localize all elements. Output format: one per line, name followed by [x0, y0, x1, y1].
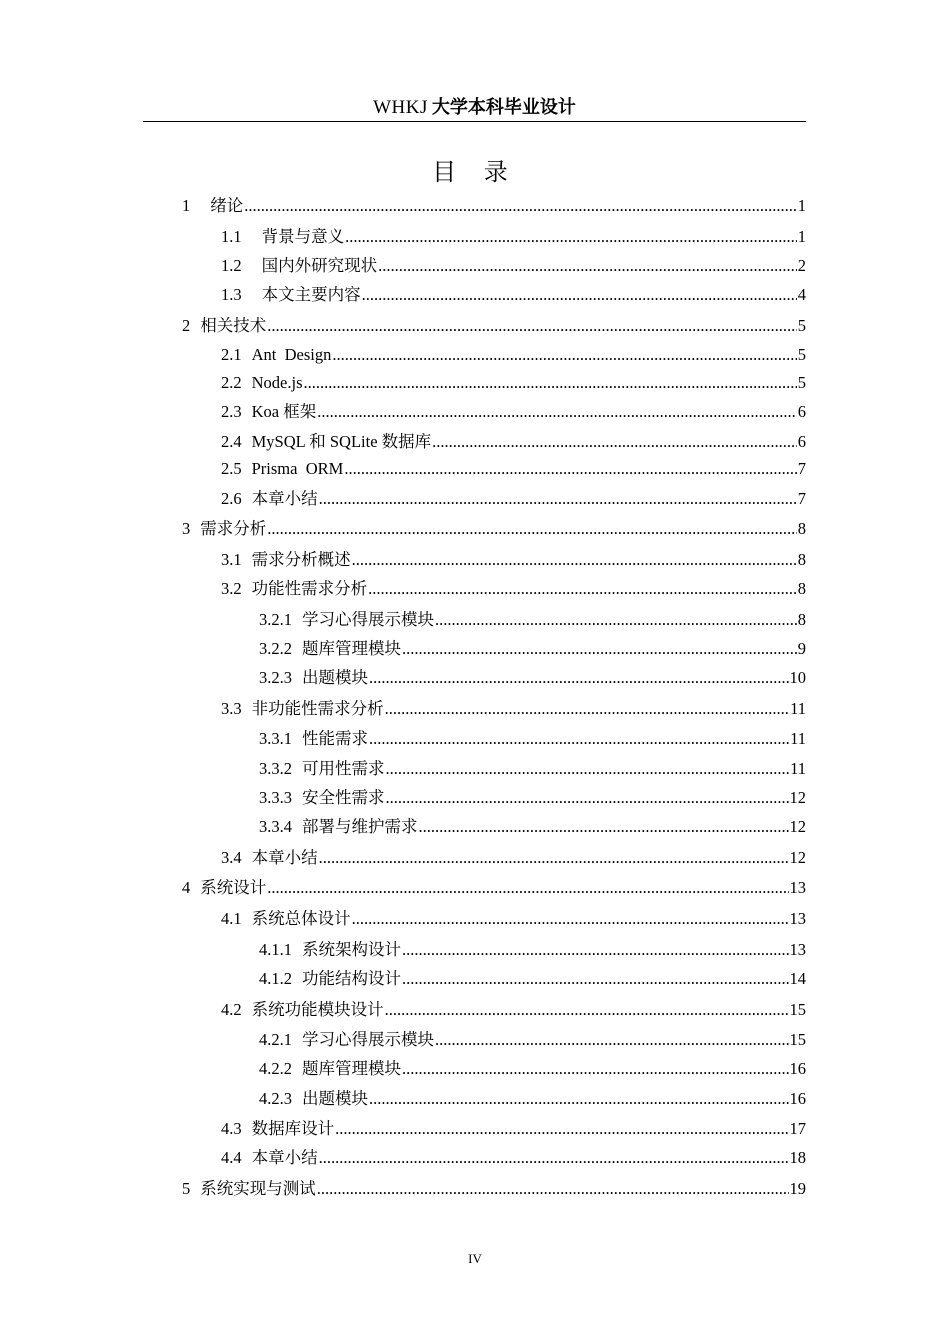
toc-entry-label: 数据库设计 [251, 1119, 335, 1138]
toc-leader-dots [319, 1147, 789, 1169]
toc-entry[interactable] [182, 518, 806, 540]
toc-entry[interactable] [259, 1029, 806, 1051]
toc-entry-number: 3.2.3 [259, 668, 292, 687]
toc-entry-number: 1.3 [221, 285, 242, 304]
toc-entry-number: 4.1.2 [259, 969, 292, 988]
toc-entry-number: 3.2.1 [259, 610, 292, 629]
toc-entry-label: 背景与意义 [261, 227, 345, 246]
toc-entry-label: 出题模块 [302, 668, 368, 687]
toc-entry-label: 系统设计 [200, 878, 267, 897]
toc-leader-dots [345, 226, 797, 248]
toc-leader-dots [385, 999, 789, 1021]
header-prefix: WHKJ [373, 97, 428, 118]
toc-entry-number: 2.6 [221, 489, 242, 508]
toc-entry-number: 3.4 [221, 848, 242, 867]
toc-entry[interactable] [259, 939, 806, 961]
toc-entry-page: 8 [797, 519, 806, 538]
toc-leader-dots [344, 458, 796, 480]
toc-entry-number: 4.2.3 [259, 1089, 292, 1108]
toc-title: 目 录 [432, 158, 518, 186]
toc-leader-dots [386, 787, 789, 809]
toc-entry-page: 19 [789, 1179, 806, 1198]
toc-entry[interactable] [259, 758, 806, 780]
toc-entry-number: 3 [182, 519, 191, 538]
toc-entry-page: 12 [789, 848, 806, 867]
toc-entry-number: 1 [182, 196, 191, 215]
toc-leader-dots [335, 1118, 788, 1140]
toc-entry-page: 2 [797, 256, 806, 275]
page-header [143, 93, 806, 122]
toc-entry-number: 3.2.2 [259, 639, 292, 658]
toc-entry[interactable] [221, 372, 806, 394]
toc-leader-dots [402, 1058, 789, 1080]
toc-entry[interactable] [221, 549, 806, 571]
toc-leader-dots [435, 1029, 789, 1051]
toc-entry-number: 3.3 [221, 699, 242, 718]
toc-entry[interactable] [221, 908, 806, 930]
toc-entry-page: 16 [789, 1059, 806, 1078]
toc-entry-number: 4.2.2 [259, 1059, 292, 1078]
toc-entry-page: 16 [789, 1089, 806, 1108]
toc-entry-page: 15 [789, 1030, 806, 1049]
toc-entry-page: 8 [797, 579, 806, 598]
toc-leader-dots [386, 758, 790, 780]
toc-leader-dots [304, 372, 797, 394]
toc-leader-dots [378, 255, 797, 277]
toc-entry-page: 12 [789, 817, 806, 836]
toc-entry-number: 4.1 [221, 909, 242, 928]
toc-entry-page: 9 [797, 639, 806, 658]
toc-entry-number: 4 [182, 878, 191, 897]
toc-entry-number: 3.3.4 [259, 817, 292, 836]
toc-entry[interactable] [259, 667, 806, 689]
toc-entry[interactable] [182, 315, 806, 337]
toc-entry[interactable] [221, 344, 806, 366]
toc-entry[interactable] [259, 816, 806, 838]
toc-entry-number: 3.3.3 [259, 788, 292, 807]
toc-entry-label: Prisma ORM [251, 459, 344, 478]
toc-entry-page: 11 [790, 759, 806, 778]
toc-leader-dots [369, 667, 789, 689]
toc-entry-label: 学习心得展示模块 [302, 610, 434, 629]
toc-entry[interactable] [221, 458, 806, 480]
toc-entry-number: 4.2 [221, 1000, 242, 1019]
toc-entry-label: 学习心得展示模块 [302, 1030, 434, 1049]
toc-leader-dots [419, 816, 789, 838]
toc-entry-number: 3.3.1 [259, 729, 292, 748]
toc-entry-page: 1 [797, 227, 806, 246]
toc-leader-dots [362, 284, 797, 306]
toc-entry-label: 国内外研究现状 [261, 256, 378, 275]
toc-entry[interactable] [221, 578, 806, 600]
toc-entry[interactable] [221, 284, 806, 306]
toc-entry[interactable] [221, 401, 806, 423]
toc-leader-dots [352, 908, 789, 930]
toc-entry-page: 7 [797, 459, 806, 478]
toc-entry-label: 部署与维护需求 [302, 817, 418, 836]
toc-entry-label: 题库管理模块 [302, 1059, 401, 1078]
toc-entry[interactable] [259, 728, 806, 750]
toc-entry[interactable] [182, 1178, 806, 1200]
toc-leader-dots [385, 698, 789, 720]
toc-entry-number: 2.1 [221, 345, 242, 364]
toc-entry[interactable] [259, 1058, 806, 1080]
toc-entry[interactable] [259, 1088, 806, 1110]
toc-entry[interactable] [221, 488, 806, 510]
toc-entry-page: 6 [797, 432, 806, 451]
toc-entry-label: 安全性需求 [302, 788, 385, 807]
toc-entry-page: 13 [789, 909, 806, 928]
toc-entry-page: 5 [797, 373, 806, 392]
toc-entry-page: 7 [797, 489, 806, 508]
toc-entry[interactable] [182, 195, 806, 217]
toc-entry-label: 出题模块 [302, 1089, 368, 1108]
toc-entry[interactable] [182, 877, 806, 899]
header-title: 大学本科毕业设计 [431, 97, 576, 118]
toc-entry-number: 1.2 [221, 256, 242, 275]
toc-entry-label: 系统实现与测试 [200, 1179, 316, 1198]
toc-entry-number: 4.2.1 [259, 1030, 292, 1049]
toc-entry-label: 功能性需求分析 [251, 579, 368, 598]
toc-entry-page: 13 [789, 878, 806, 897]
toc-entry-page: 6 [797, 402, 806, 421]
toc-entry-number: 4.4 [221, 1148, 242, 1167]
toc-entry-label: 需求分析 [200, 519, 267, 538]
toc-entry[interactable] [259, 787, 806, 809]
toc-entry[interactable] [221, 226, 806, 248]
toc-entry[interactable] [221, 1118, 806, 1140]
toc-entry-page: 11 [790, 729, 806, 748]
toc-entry-page: 11 [790, 699, 806, 718]
toc-leader-dots [267, 315, 797, 337]
toc-leader-dots [402, 968, 789, 990]
toc-entry[interactable] [221, 1147, 806, 1169]
toc-entry-page: 17 [789, 1119, 806, 1138]
toc-leader-dots [402, 939, 789, 961]
toc-leader-dots [435, 609, 797, 631]
toc-entry-number: 1.1 [221, 227, 242, 246]
toc-entry-label: 系统总体设计 [251, 909, 351, 928]
toc-entry-number: 3.3.2 [259, 759, 292, 778]
toc-leader-dots [244, 195, 797, 217]
toc-entry-label: 相关技术 [200, 316, 267, 335]
toc-entry-label: 本章小结 [251, 489, 318, 508]
toc-entry[interactable] [221, 847, 806, 869]
toc-entry-label: 性能需求 [302, 729, 368, 748]
toc-entry-page: 4 [797, 285, 806, 304]
toc-entry-page: 1 [797, 196, 806, 215]
toc-entry[interactable] [259, 968, 806, 990]
toc-entry-number: 3.1 [221, 550, 242, 569]
toc-entry[interactable] [221, 431, 806, 453]
toc-leader-dots [267, 518, 797, 540]
toc-entry-label: Koa 框架 [251, 402, 317, 421]
toc-leader-dots [317, 1178, 789, 1200]
toc-entry-label: Node.js [251, 373, 303, 392]
toc-entry-label: 本文主要内容 [261, 285, 361, 304]
toc-entry-number: 2 [182, 316, 191, 335]
toc-entry-number: 2.2 [221, 373, 242, 392]
toc-entry[interactable] [259, 609, 806, 631]
toc-entry-number: 2.4 [221, 432, 242, 451]
toc-entry-number: 4.3 [221, 1119, 242, 1138]
toc-leader-dots [332, 344, 796, 366]
toc-entry-page: 18 [789, 1148, 806, 1167]
toc-entry-page: 13 [789, 940, 806, 959]
toc-entry-label: Ant Design [251, 345, 332, 364]
toc-leader-dots [369, 1088, 789, 1110]
toc-entry[interactable] [221, 255, 806, 277]
toc-entry-label: 题库管理模块 [302, 639, 401, 658]
toc-entry-page: 10 [789, 668, 806, 687]
toc-entry-label: 可用性需求 [302, 759, 385, 778]
toc-leader-dots [402, 638, 797, 660]
toc-entry-label: 系统架构设计 [302, 940, 401, 959]
toc-entry-label: 需求分析概述 [251, 550, 351, 569]
toc-entry-number: 3.2 [221, 579, 242, 598]
toc-leader-dots [369, 728, 789, 750]
toc-entry[interactable] [221, 698, 806, 720]
toc-leader-dots [319, 488, 797, 510]
toc-leader-dots [432, 431, 797, 453]
toc-entry-number: 4.1.1 [259, 940, 292, 959]
page-number: IV [468, 1251, 482, 1266]
toc-entry-label: 绪论 [210, 196, 244, 215]
toc-entry-page: 8 [797, 610, 806, 629]
toc-leader-dots [319, 847, 789, 869]
toc-entry-page: 5 [797, 345, 806, 364]
toc-entry-label: 非功能性需求分析 [251, 699, 384, 718]
toc-entry-label: 系统功能模块设计 [251, 1000, 384, 1019]
toc-leader-dots [368, 578, 797, 600]
toc-leader-dots [352, 549, 797, 571]
toc-entry-label: 本章小结 [251, 1148, 318, 1167]
toc-entry-label: MySQL 和 SQLite 数据库 [251, 432, 432, 451]
toc-entry-label: 功能结构设计 [302, 969, 401, 988]
toc-entry-page: 15 [789, 1000, 806, 1019]
toc-entry-number: 5 [182, 1179, 191, 1198]
toc-entry-page: 12 [789, 788, 806, 807]
toc-entry[interactable] [221, 999, 806, 1021]
toc-entry-number: 2.3 [221, 402, 242, 421]
toc-entry-label: 本章小结 [251, 848, 318, 867]
toc-entry-page: 5 [797, 316, 806, 335]
toc-entry[interactable] [259, 638, 806, 660]
toc-entry-page: 14 [789, 969, 806, 988]
toc-entry-number: 2.5 [221, 459, 242, 478]
toc-leader-dots [317, 401, 797, 423]
toc-entry-page: 8 [797, 550, 806, 569]
toc-leader-dots [267, 877, 788, 899]
